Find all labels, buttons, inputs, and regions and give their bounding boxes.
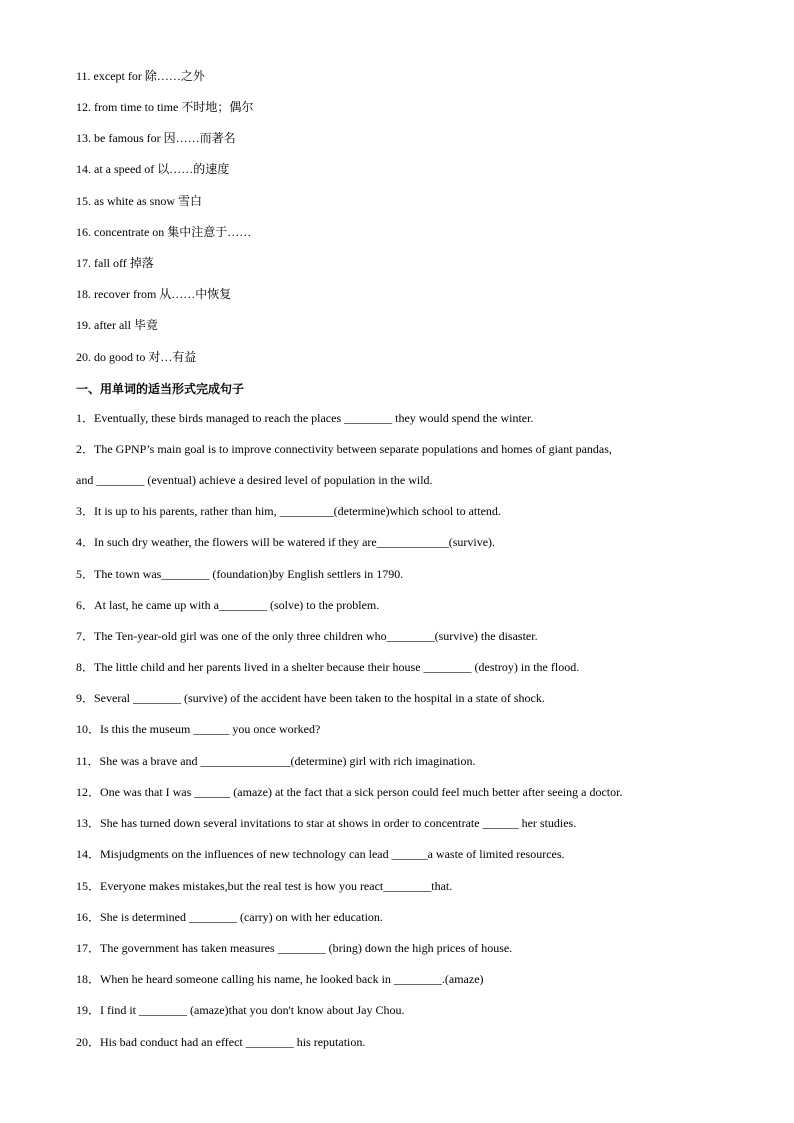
exercise-item: 19．I find it ________ (amaze)that you don't know about Jay Chou. [76,1003,405,1017]
exercise-item: 20．His bad conduct had an effect ________ his reputation. [76,1035,366,1049]
vocab-item: 19. after all 毕竟 [76,318,158,332]
exercise-item: 9．Several ________ (survive) of the accident have been taken to the hospital in a state of shock. [76,691,545,705]
exercise-item: 6．At last, he came up with a________ (solve) to the problem. [76,598,380,612]
exercise-item: 4．In such dry weather, the flowers will be watered if they are____________(survive). [76,535,496,549]
section-title: 一、用单词的适当形式完成句子 [76,382,245,396]
exercise-item: 16．She is determined ________ (carry) on with her education. [76,910,383,924]
vocab-item: 20. do good to 对…有益 [76,350,197,364]
vocab-item: 15. as white as snow 雪白 [76,194,202,208]
exercise-item: 15．Everyone makes mistakes,but the real test is how you react________that. [76,879,453,893]
exercise-item: 8．The little child and her parents lived in a shelter because their house ________ (destroy) in the flood. [76,660,580,674]
vocab-item: 18. recover from 从……中恢复 [76,287,232,301]
vocab-item: 13. be famous for 因……而著名 [76,131,236,145]
exercise-item: 1．Eventually, these birds managed to reach the places ________ they would spend the winter. [76,411,534,425]
exercise-item: 12．One was that I was ______ (amaze) at the fact that a sick person could feel much better after seeing a doctor. [76,785,623,799]
exercise-item: and ________ (eventual) achieve a desired level of population in the wild. [76,473,433,487]
exercise-item: 3．It is up to his parents, rather than him, _________(determine)which school to attend. [76,504,501,518]
vocab-item: 14. at a speed of 以……的速度 [76,162,230,176]
exercise-item: 5．The town was________ (foundation)by English settlers in 1790. [76,567,404,581]
exercise-item: 13．She has turned down several invitations to star at shows in order to concentrate ______ her studies. [76,816,577,830]
exercise-item: 7．The Ten-year-old girl was one of the only three children who________(survive) the disaster. [76,629,538,643]
exercise-item: 2．The GPNP’s main goal is to improve connectivity between separate populations and homes of giant pandas, [76,442,612,456]
exercise-item: 17．The government has taken measures ________ (bring) down the high prices of house. [76,941,513,955]
vocab-item: 12. from time to time 不时地；偶尔 [76,100,254,114]
exercise-item: 18．When he heard someone calling his name, he looked back in ________.(amaze) [76,972,484,986]
vocab-item: 11. except for 除……之外 [76,69,205,83]
exercise-item: 10．Is this the museum ______ you once worked? [76,722,321,736]
exercise-item: 14．Misjudgments on the influences of new technology can lead ______a waste of limited resources. [76,847,565,861]
vocab-item: 16. concentrate on 集中注意于…… [76,225,252,239]
exercise-item: 11．She was a brave and _______________(determine) girl with rich imagination. [76,754,476,768]
vocab-item: 17. fall off 掉落 [76,256,154,270]
